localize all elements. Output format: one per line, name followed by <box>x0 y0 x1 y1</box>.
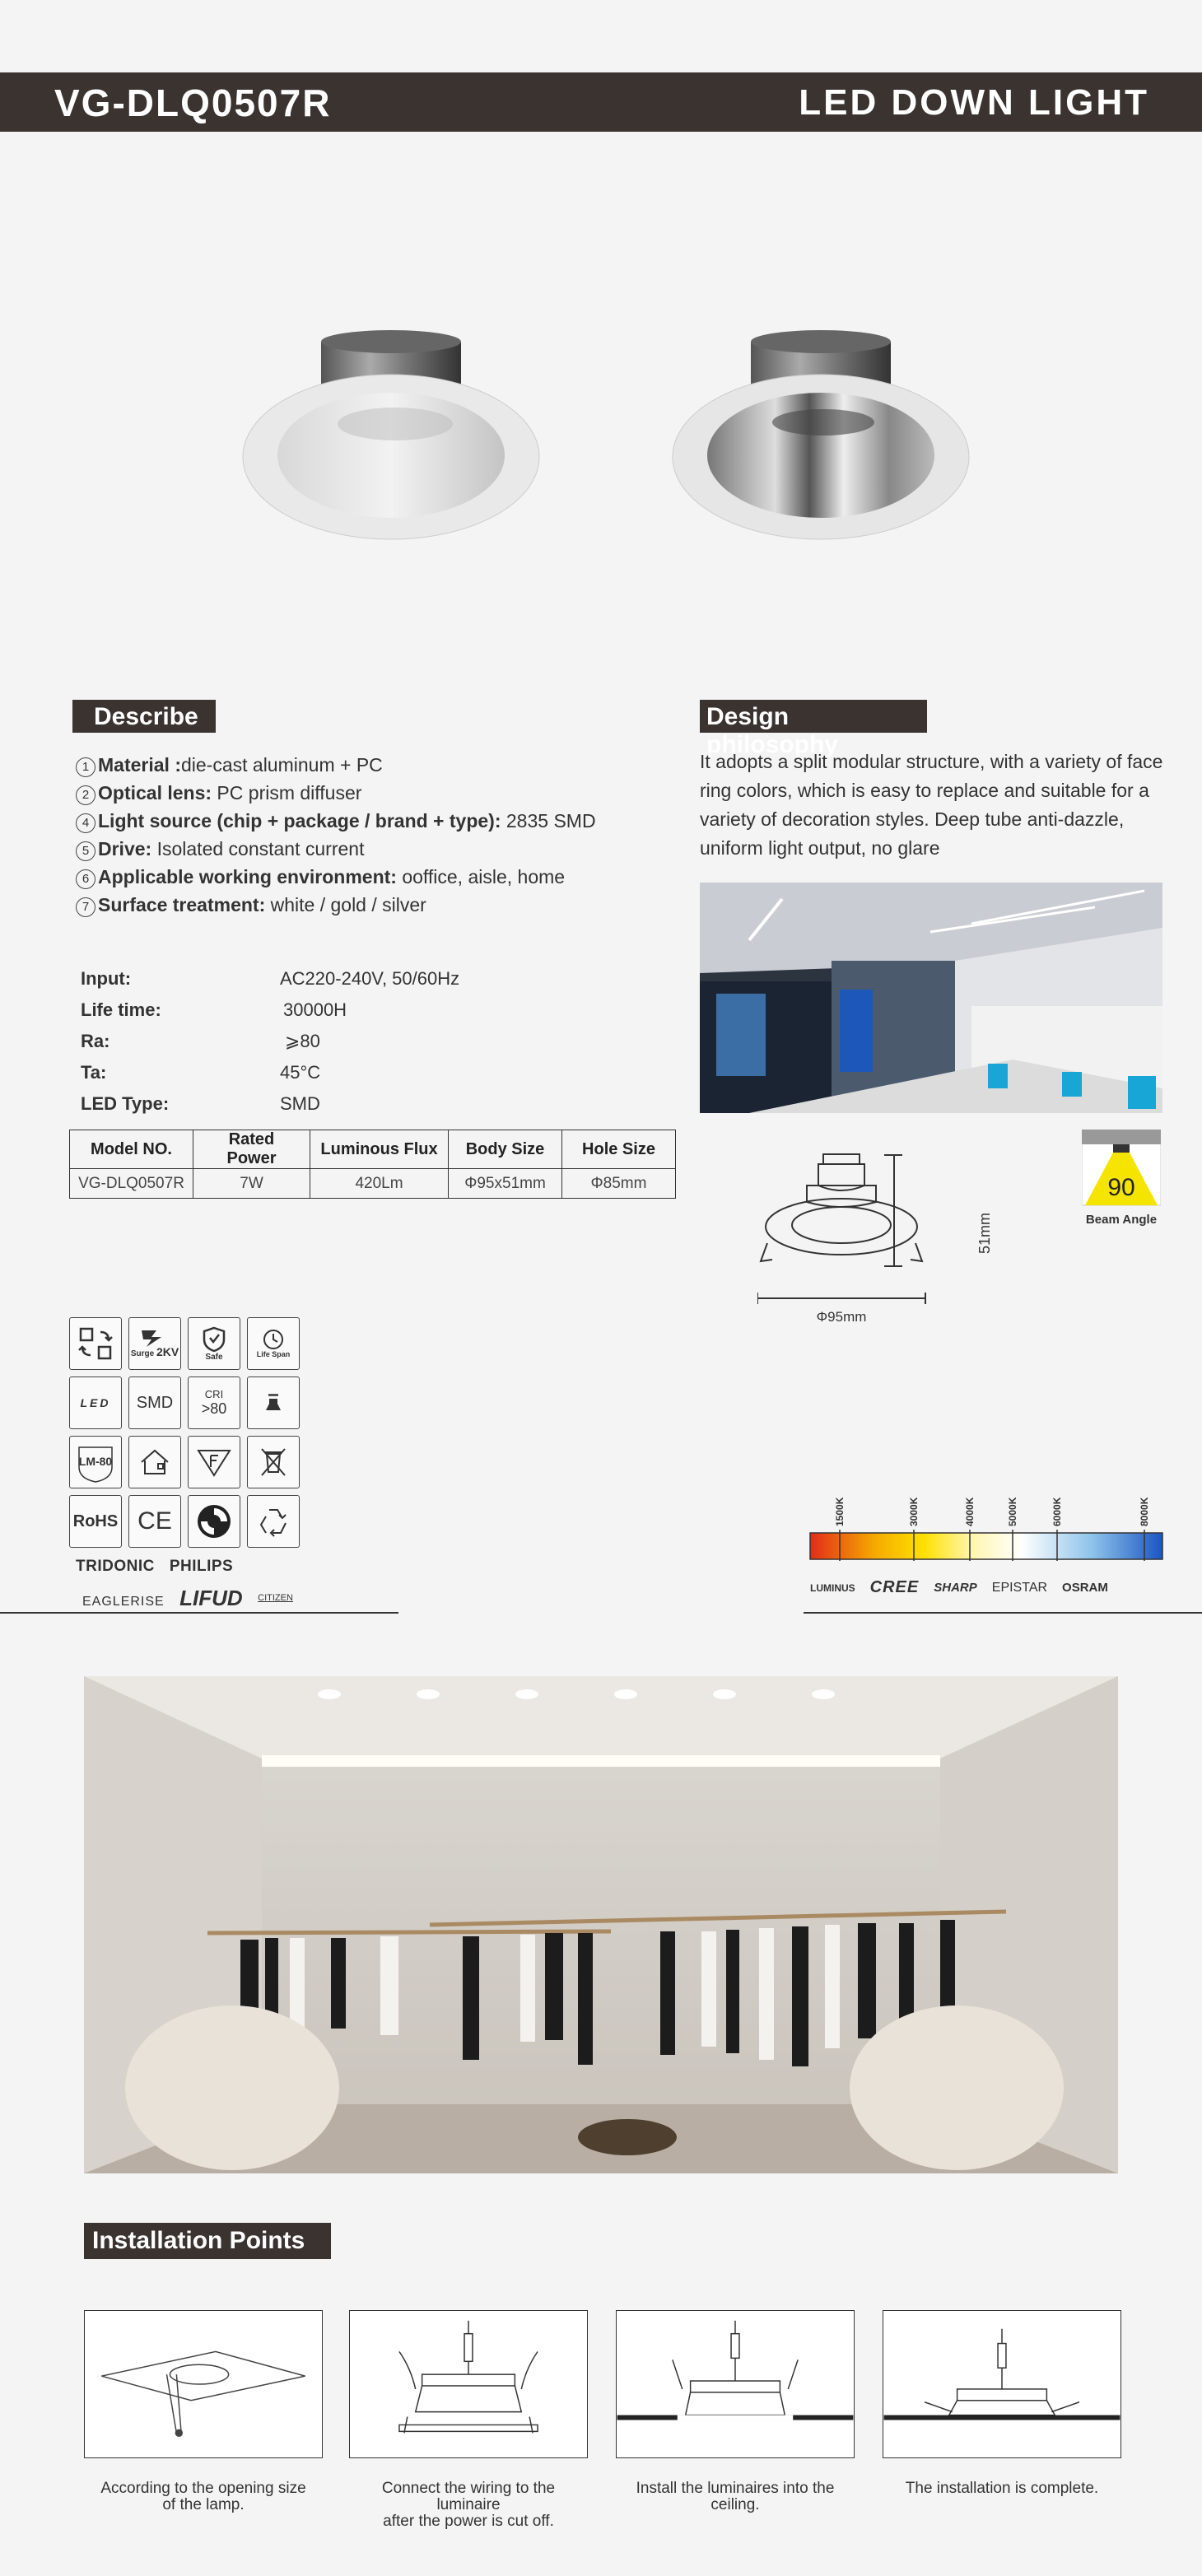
model-code: VG-DLQ0507R <box>54 82 332 124</box>
color-temp-label: 4000K <box>964 1497 976 1526</box>
list-item: 5 Drive: Isolated constant current <box>76 835 596 863</box>
step-1-illustration <box>84 2310 323 2458</box>
rohs-icon: RoHS <box>69 1495 122 1548</box>
color-temp-label: 3000K <box>908 1497 920 1526</box>
height-label: 51mm <box>976 1212 993 1255</box>
describe-tag: Describe <box>72 700 216 733</box>
installation-tag: Installation Points <box>84 2223 331 2259</box>
table-row: VG-DLQ0507R 7W 420Lm Φ95x51mm Φ85mm <box>70 1169 676 1199</box>
install-step-4 <box>883 2310 1121 2497</box>
led-brands <box>810 1578 1108 1597</box>
dimension-drawing <box>757 1136 1021 1334</box>
spec-row-lifetime: Life time: 30000H <box>81 999 347 1020</box>
beam-angle-value: 90 <box>1107 1174 1135 1201</box>
product-photo-silver <box>669 325 973 556</box>
lifespan-icon: Life Span <box>247 1317 300 1370</box>
tridonic-logo: TRIDONIC <box>76 1558 155 1575</box>
driver-brands-row1 <box>76 1558 248 1576</box>
lifud-logo: LIFUD <box>179 1586 243 1610</box>
replaceable-icon <box>69 1317 122 1370</box>
cri-icon: CRI >80 <box>188 1377 240 1429</box>
svg-text:LM-80: LM-80 <box>78 1455 113 1468</box>
driver-brands-row2 <box>82 1586 293 1611</box>
philips-logo: PHILIPS <box>169 1558 234 1575</box>
downlight-icon <box>247 1377 300 1429</box>
safe-icon: Safe <box>188 1317 240 1370</box>
green-dot-icon <box>188 1495 240 1548</box>
ce-icon: CE <box>128 1495 181 1548</box>
table-header-row: Model NO. Rated Power Luminous Flux Body Size Hole Size <box>70 1130 676 1169</box>
surge-icon: Surge 2KV <box>128 1317 181 1370</box>
step-4-illustration <box>883 2310 1121 2458</box>
product-type-title: LED DOWN LIGHT <box>799 82 1149 123</box>
color-temp-label: 6000K <box>1051 1497 1063 1526</box>
list-item: 1 Material :die-cast aluminum + PC <box>76 751 596 779</box>
recycle-icon <box>247 1495 300 1548</box>
smd-icon: SMD <box>128 1377 181 1429</box>
color-temp-label: 1500K <box>834 1497 846 1526</box>
spec-row-ledtype: LED Type: SMD <box>81 1093 320 1114</box>
beam-angle-badge <box>1082 1130 1161 1228</box>
cree-logo: CREE <box>869 1578 920 1596</box>
sharp-logo: SHARP <box>934 1581 977 1595</box>
led-icon: LED <box>69 1377 122 1429</box>
list-item: 7 Surface treatment: white / gold / silver <box>76 891 596 919</box>
eaglerise-logo: EAGLERISE <box>82 1595 165 1609</box>
luminus-logo: LUMINUS <box>810 1581 855 1594</box>
list-item: 4 Light source (chip + package / brand + type): 2835 SMD <box>76 807 596 835</box>
list-item: 6 Applicable working environment: ooffice, aisle, home <box>76 863 596 891</box>
list-item: 2 Optical lens: PC prism diffuser <box>76 779 596 807</box>
divider-left <box>0 1612 398 1614</box>
beam-angle-label: Beam Angle <box>1085 1213 1158 1227</box>
office-photo <box>700 883 1162 1113</box>
indoor-home-icon <box>128 1436 181 1488</box>
model-table <box>69 1130 676 1199</box>
osram-logo: OSRAM <box>1062 1581 1108 1595</box>
weee-bin-icon <box>247 1436 300 1488</box>
step-2-caption: Connect the wiring to the luminaire after the power is cut off. <box>381 2480 556 2530</box>
diameter-label: Φ95mm <box>816 1309 867 1325</box>
room-scene-photo <box>84 1676 1118 2173</box>
design-tag: Design philosophy <box>700 700 927 733</box>
divider-right <box>804 1612 1202 1614</box>
product-photo-white <box>239 325 543 556</box>
lm80-icon <box>69 1436 122 1488</box>
color-temp-label: 5000K <box>1007 1497 1018 1526</box>
install-step-2 <box>349 2310 588 2530</box>
step-3-caption: Install the luminaires into the ceiling. <box>636 2480 835 2513</box>
install-step-1 <box>84 2310 323 2513</box>
spec-row-input: Input: AC220-240V, 50/60Hz <box>81 968 460 989</box>
epistar-logo: EPISTAR <box>991 1580 1048 1595</box>
color-temp-label: 8000K <box>1139 1497 1150 1526</box>
f-mark-icon <box>188 1436 240 1488</box>
spec-list <box>81 963 459 1120</box>
step-3-illustration <box>616 2310 855 2458</box>
spec-row-ra: Ra: ⩾80 <box>81 1031 320 1051</box>
describe-list <box>76 751 596 919</box>
design-text: It adopts a split modular structure, with a variety of face ring colors, which is easy to replace and suitable for a variety of decoration styles. Deep tube anti-dazzle, uniform light output, no glare <box>700 751 1163 859</box>
citizen-logo: CITIZEN <box>258 1593 293 1603</box>
spec-row-ta: Ta: 45°C <box>81 1062 321 1083</box>
install-step-3 <box>616 2310 855 2513</box>
step-2-illustration <box>349 2310 588 2458</box>
step-4-caption: The installation is complete. <box>905 2480 1099 2497</box>
step-1-caption: According to the opening size of the lamp. <box>100 2480 306 2513</box>
